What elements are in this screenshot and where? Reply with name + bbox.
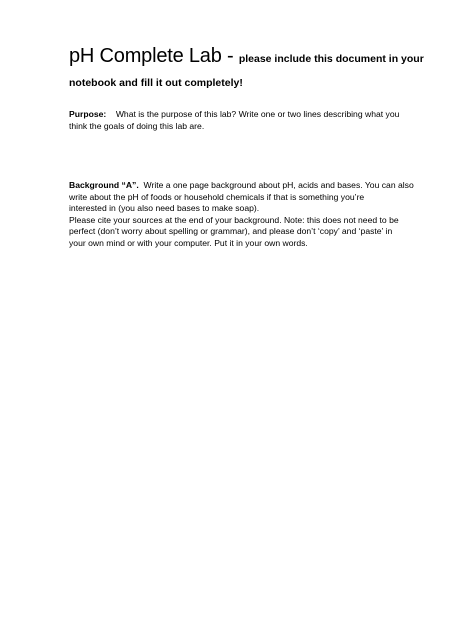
background-line-3: interested in (you also need bases to make soap).: [69, 203, 260, 213]
background-line-5: perfect (don’t worry about spelling or grammar), and please don’t ‘copy’ and ‘paste’ in: [69, 226, 393, 236]
background-section: [69, 180, 414, 249]
page-title: [69, 44, 424, 95]
background-line-2: write about the pH of foods or household chemicals if that is something you’re: [69, 191, 365, 202]
purpose-line-1: What is the purpose of this lab? Write one or two lines describing what you: [115, 109, 400, 119]
background-line-6: your own mind or with your computer. Put it in your own words.: [69, 237, 308, 248]
title-main: pH Complete Lab -: [69, 45, 239, 67]
background-line-1: Write a one page background about pH, acids and bases. You can also: [143, 180, 414, 190]
background-label: Background “A”.: [69, 180, 139, 190]
purpose-label: Purpose:: [69, 109, 107, 119]
background-line-4: Please cite your sources at the end of your background. Note: this does not need to be: [69, 214, 399, 225]
document-content: [69, 44, 424, 249]
title-sub-line1: please include this document in your: [238, 53, 424, 65]
purpose-section: [69, 109, 409, 132]
title-sub-line2: notebook and fill it out completely!: [69, 77, 243, 89]
purpose-line-2: think the goals of doing this lab are.: [69, 120, 205, 131]
